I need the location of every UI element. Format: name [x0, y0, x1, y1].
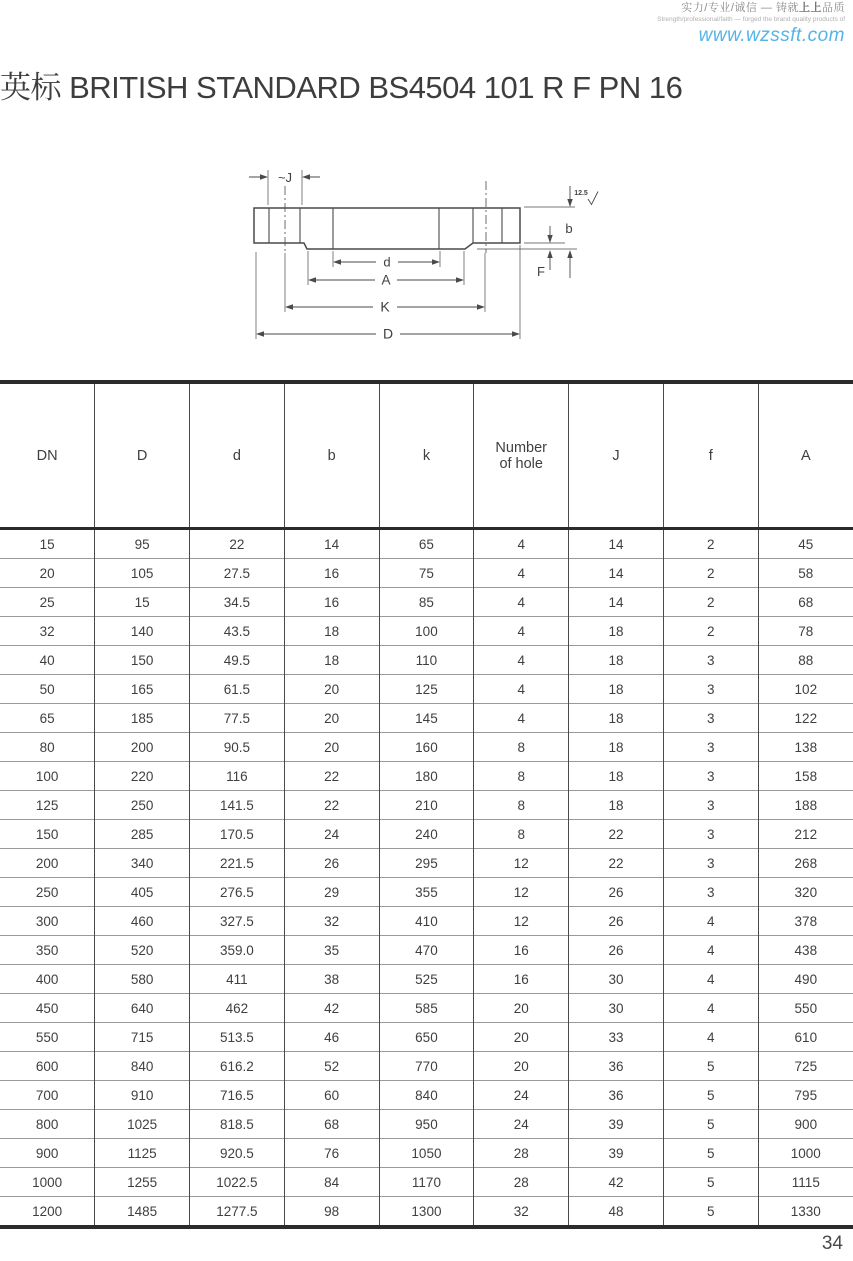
table-cell: 36 [569, 1052, 664, 1081]
table-cell: 26 [569, 907, 664, 936]
dim-label-big-d: D [382, 325, 394, 342]
table-cell: 240 [379, 820, 474, 849]
tagline-pre: 实力/专业/诚信 — 铸就 [681, 2, 799, 14]
table-cell: 16 [284, 559, 379, 588]
table-cell: 268 [758, 849, 853, 878]
table-body [0, 529, 853, 1228]
table-row [0, 791, 853, 820]
table-cell: 29 [284, 878, 379, 907]
table-cell: 5 [663, 1197, 758, 1228]
table-cell: 77.5 [190, 704, 285, 733]
col-header-b: b [284, 382, 379, 529]
table-cell: 116 [190, 762, 285, 791]
table-cell: 8 [474, 791, 569, 820]
table-cell: 61.5 [190, 675, 285, 704]
table-cell: 65 [0, 704, 95, 733]
table-cell: 110 [379, 646, 474, 675]
table-cell: 20 [0, 559, 95, 588]
table-cell: 36 [569, 1081, 664, 1110]
table-cell: 438 [758, 936, 853, 965]
table-cell: 3 [663, 878, 758, 907]
table-cell: 920.5 [190, 1139, 285, 1168]
table-cell: 18 [569, 617, 664, 646]
flange-outline [254, 208, 520, 249]
table-cell: 22 [284, 762, 379, 791]
table-cell: 600 [0, 1052, 95, 1081]
table-cell: 42 [284, 994, 379, 1023]
table-cell: 90.5 [190, 733, 285, 762]
page-number: 34 [821, 1233, 843, 1254]
table-cell: 1115 [758, 1168, 853, 1197]
table-cell: 30 [569, 965, 664, 994]
table-cell: 188 [758, 791, 853, 820]
flange-drawing [235, 158, 615, 356]
table-cell: 46 [284, 1023, 379, 1052]
table-cell: 650 [379, 1023, 474, 1052]
table-cell: 4 [474, 675, 569, 704]
table-cell: 20 [474, 994, 569, 1023]
table-cell: 58 [758, 559, 853, 588]
col-header-dn: DN [0, 382, 95, 529]
table-cell: 616.2 [190, 1052, 285, 1081]
table-cell: 4 [663, 907, 758, 936]
table-cell: 355 [379, 878, 474, 907]
table-cell: 3 [663, 820, 758, 849]
page-title: 英标 BRITISH STANDARD BS4504 101 R F PN 16 [0, 69, 683, 105]
table-cell: 450 [0, 994, 95, 1023]
table-cell: 4 [474, 588, 569, 617]
table-cell: 585 [379, 994, 474, 1023]
table-cell: 250 [95, 791, 190, 820]
dim-label-d: d [383, 254, 391, 270]
table-row [0, 878, 853, 907]
roughness-symbol-icon [588, 192, 598, 205]
table-cell: 32 [284, 907, 379, 936]
table-cell: 400 [0, 965, 95, 994]
col-header-d-outer: D [95, 382, 190, 529]
table-cell: 22 [190, 529, 285, 559]
table-cell: 15 [95, 588, 190, 617]
table-cell: 60 [284, 1081, 379, 1110]
table-cell: 285 [95, 820, 190, 849]
table-cell: 460 [95, 907, 190, 936]
table-cell: 378 [758, 907, 853, 936]
table-cell: 295 [379, 849, 474, 878]
table-cell: 276.5 [190, 878, 285, 907]
table-cell: 76 [284, 1139, 379, 1168]
table-cell: 180 [379, 762, 474, 791]
table-cell: 18 [569, 675, 664, 704]
table-cell: 49.5 [190, 646, 285, 675]
table-cell: 125 [379, 675, 474, 704]
table-cell: 3 [663, 675, 758, 704]
table-cell: 4 [474, 529, 569, 559]
brand-tagline-en: Strength/professional/faith — forged the brand quality products of [657, 15, 845, 23]
table-row [0, 733, 853, 762]
table-cell: 18 [569, 646, 664, 675]
table-cell: 5 [663, 1052, 758, 1081]
table-cell: 25 [0, 588, 95, 617]
table-cell: 513.5 [190, 1023, 285, 1052]
table-cell: 32 [474, 1197, 569, 1228]
table-row [0, 1139, 853, 1168]
table-cell: 2 [663, 559, 758, 588]
table-cell: 14 [569, 588, 664, 617]
table-cell: 140 [95, 617, 190, 646]
table-cell: 300 [0, 907, 95, 936]
table-row [0, 1168, 853, 1197]
table-cell: 22 [284, 791, 379, 820]
table-cell: 910 [95, 1081, 190, 1110]
table-cell: 20 [474, 1052, 569, 1081]
table-cell: 210 [379, 791, 474, 820]
table-cell: 4 [663, 1023, 758, 1052]
table-cell: 42 [569, 1168, 664, 1197]
roughness-value: 12.5 [574, 190, 588, 197]
col-header-k: k [379, 382, 474, 529]
table-cell: 170.5 [190, 820, 285, 849]
table-row [0, 675, 853, 704]
table-cell: 200 [95, 733, 190, 762]
table-cell: 2 [663, 588, 758, 617]
table-cell: 5 [663, 1081, 758, 1110]
table-cell: 1025 [95, 1110, 190, 1139]
table-cell: 27.5 [190, 559, 285, 588]
brand-header [657, 2, 845, 47]
dim-label-j: ~J [277, 170, 293, 185]
table-cell: 16 [474, 936, 569, 965]
table-cell: 340 [95, 849, 190, 878]
table-cell: 22 [569, 820, 664, 849]
table-cell: 4 [663, 965, 758, 994]
col-header-f: f [663, 382, 758, 529]
table-row [0, 762, 853, 791]
table-cell: 160 [379, 733, 474, 762]
table-cell: 150 [95, 646, 190, 675]
table-cell: 221.5 [190, 849, 285, 878]
table-row [0, 1110, 853, 1139]
table-cell: 24 [474, 1081, 569, 1110]
table-cell: 840 [379, 1081, 474, 1110]
table-cell: 100 [379, 617, 474, 646]
dim-label-f: F [537, 264, 545, 279]
dimension-arrowheads [256, 174, 573, 336]
table-cell: 405 [95, 878, 190, 907]
table-cell: 158 [758, 762, 853, 791]
table-cell: 8 [474, 762, 569, 791]
table-cell: 320 [758, 878, 853, 907]
table-cell: 1125 [95, 1139, 190, 1168]
table-cell: 550 [0, 1023, 95, 1052]
table-cell: 1277.5 [190, 1197, 285, 1228]
table-cell: 795 [758, 1081, 853, 1110]
table-cell: 39 [569, 1139, 664, 1168]
table-cell: 1050 [379, 1139, 474, 1168]
table-cell: 14 [284, 529, 379, 559]
table-cell: 640 [95, 994, 190, 1023]
table-cell: 580 [95, 965, 190, 994]
table-cell: 165 [95, 675, 190, 704]
table-cell: 1200 [0, 1197, 95, 1228]
table-cell: 411 [190, 965, 285, 994]
table-cell: 1000 [0, 1168, 95, 1197]
table-cell: 138 [758, 733, 853, 762]
table-cell: 327.5 [190, 907, 285, 936]
table-cell: 610 [758, 1023, 853, 1052]
table-cell: 715 [95, 1023, 190, 1052]
dimension-table [0, 380, 853, 1229]
dim-label-a: A [381, 272, 391, 288]
table-row [0, 704, 853, 733]
table-cell: 85 [379, 588, 474, 617]
table-cell: 4 [663, 994, 758, 1023]
col-header-d-bore: d [190, 382, 285, 529]
table-row [0, 1197, 853, 1228]
table-cell: 840 [95, 1052, 190, 1081]
table-cell: 3 [663, 849, 758, 878]
col-header-j: J [569, 382, 664, 529]
table-cell: 3 [663, 791, 758, 820]
table-cell: 490 [758, 965, 853, 994]
table-row [0, 588, 853, 617]
col-header-number-of-hole: Number of hole [474, 382, 569, 529]
table-cell: 15 [39, 536, 55, 552]
table-cell: 20 [474, 1023, 569, 1052]
table-row [0, 617, 853, 646]
table-cell: 800 [0, 1110, 95, 1139]
table-cell: 525 [379, 965, 474, 994]
table-cell: 550 [758, 994, 853, 1023]
table-cell: 84 [284, 1168, 379, 1197]
table-cell: 520 [95, 936, 190, 965]
tagline-post: 品质 [822, 2, 845, 14]
table-cell: 100 [0, 762, 95, 791]
table-cell: 185 [95, 704, 190, 733]
table-cell: 20 [284, 733, 379, 762]
table-cell: 78 [758, 617, 853, 646]
table-row [0, 936, 853, 965]
table-cell: 4 [474, 559, 569, 588]
table-cell: 95 [95, 529, 190, 559]
table-cell: 125 [0, 791, 95, 820]
table-cell: 18 [284, 646, 379, 675]
table-cell: 65 [379, 529, 474, 559]
table-cell: 3 [663, 646, 758, 675]
table-cell: 122 [758, 704, 853, 733]
table-cell: 900 [758, 1110, 853, 1139]
table-cell: 1300 [379, 1197, 474, 1228]
table-cell: 26 [569, 936, 664, 965]
table-cell: 150 [0, 820, 95, 849]
table-cell: 39 [569, 1110, 664, 1139]
table-cell: 359.0 [190, 936, 285, 965]
table-cell: 48 [569, 1197, 664, 1228]
table-cell: 4 [474, 646, 569, 675]
table-row [0, 1081, 853, 1110]
table-cell: 145 [379, 704, 474, 733]
table-cell: 50 [0, 675, 95, 704]
table-cell: 770 [379, 1052, 474, 1081]
table-cell: 22 [569, 849, 664, 878]
table-cell: 818.5 [190, 1110, 285, 1139]
table-cell: 1170 [379, 1168, 474, 1197]
table-cell: 34.5 [190, 588, 285, 617]
table-cell: 16 [284, 588, 379, 617]
table-cell: 3 [663, 762, 758, 791]
table-cell: 4 [474, 704, 569, 733]
table-cell: 28 [474, 1139, 569, 1168]
table-cell: 38 [284, 965, 379, 994]
website-url: www.wzssft.com [698, 25, 845, 47]
table-cell: 68 [758, 588, 853, 617]
table-cell: 5 [663, 1110, 758, 1139]
table-cell: 725 [758, 1052, 853, 1081]
table-cell: 3 [663, 733, 758, 762]
table-cell: 900 [0, 1139, 95, 1168]
table-cell: 250 [0, 878, 95, 907]
table-cell: 410 [379, 907, 474, 936]
table-cell: 80 [0, 733, 95, 762]
table-cell: 12 [474, 907, 569, 936]
table-cell: 2 [663, 617, 758, 646]
dim-label-k: K [380, 298, 390, 315]
table-cell: 26 [569, 878, 664, 907]
table-cell: 4 [474, 617, 569, 646]
table-cell: 5 [663, 1168, 758, 1197]
col-header-a: A [758, 382, 853, 529]
table-cell: 4 [663, 936, 758, 965]
header-row [0, 382, 853, 529]
table-cell: 5 [663, 1139, 758, 1168]
table-row [0, 965, 853, 994]
table-cell: 3 [663, 704, 758, 733]
brand-tagline-cn [657, 2, 845, 15]
table-row [0, 529, 853, 559]
table-cell: 470 [379, 936, 474, 965]
table-cell: 45 [758, 529, 853, 559]
table-cell: 462 [190, 994, 285, 1023]
table-cell: 8 [474, 820, 569, 849]
table-cell: 1255 [95, 1168, 190, 1197]
table-cell: 20 [284, 704, 379, 733]
tagline-bold: 上上 [799, 2, 822, 14]
table-cell: 105 [95, 559, 190, 588]
table-cell: 32 [0, 617, 95, 646]
table-cell: 43.5 [190, 617, 285, 646]
table-row [0, 820, 853, 849]
table-cell: 98 [284, 1197, 379, 1228]
table-cell: 24 [284, 820, 379, 849]
table-head [0, 382, 853, 529]
dim-label-b: b [565, 221, 573, 236]
table-row [0, 646, 853, 675]
table-cell: 141.5 [190, 791, 285, 820]
table-cell: 88 [758, 646, 853, 675]
table-cell: 40 [0, 646, 95, 675]
table-cell: 200 [0, 849, 95, 878]
table-cell: 8 [474, 733, 569, 762]
table-row [0, 994, 853, 1023]
table-cell: 18 [569, 791, 664, 820]
table-cell: 18 [569, 762, 664, 791]
table-cell: 2 [663, 529, 758, 559]
table-row [0, 849, 853, 878]
table-cell: 950 [379, 1110, 474, 1139]
table-cell: 35 [284, 936, 379, 965]
table-cell: 700 [0, 1081, 95, 1110]
table-cell: 18 [569, 733, 664, 762]
dimension-table-wrap [0, 380, 853, 1229]
table-cell: 26 [284, 849, 379, 878]
table-row [0, 907, 853, 936]
table-cell: 18 [284, 617, 379, 646]
table-cell: 18 [569, 704, 664, 733]
table-cell: 33 [569, 1023, 664, 1052]
table-cell: 102 [758, 675, 853, 704]
table-row [0, 1023, 853, 1052]
table-cell: 20 [284, 675, 379, 704]
table-cell: 68 [284, 1110, 379, 1139]
table-cell: 220 [95, 762, 190, 791]
table-cell: 1485 [95, 1197, 190, 1228]
table-cell: 212 [758, 820, 853, 849]
table-cell: 30 [569, 994, 664, 1023]
table-cell: 14 [569, 529, 664, 559]
table-cell: 12 [474, 878, 569, 907]
table-row [0, 1052, 853, 1081]
table-cell: 14 [569, 559, 664, 588]
table-cell: 1022.5 [190, 1168, 285, 1197]
table-cell: 75 [379, 559, 474, 588]
table-cell: 716.5 [190, 1081, 285, 1110]
table-cell: 24 [474, 1110, 569, 1139]
table-cell: 1330 [758, 1197, 853, 1228]
table-cell: 16 [474, 965, 569, 994]
table-cell: 28 [474, 1168, 569, 1197]
table-row [0, 559, 853, 588]
table-cell: 350 [0, 936, 95, 965]
table-cell: 52 [284, 1052, 379, 1081]
table-cell: 12 [474, 849, 569, 878]
table-cell: 1000 [758, 1139, 853, 1168]
